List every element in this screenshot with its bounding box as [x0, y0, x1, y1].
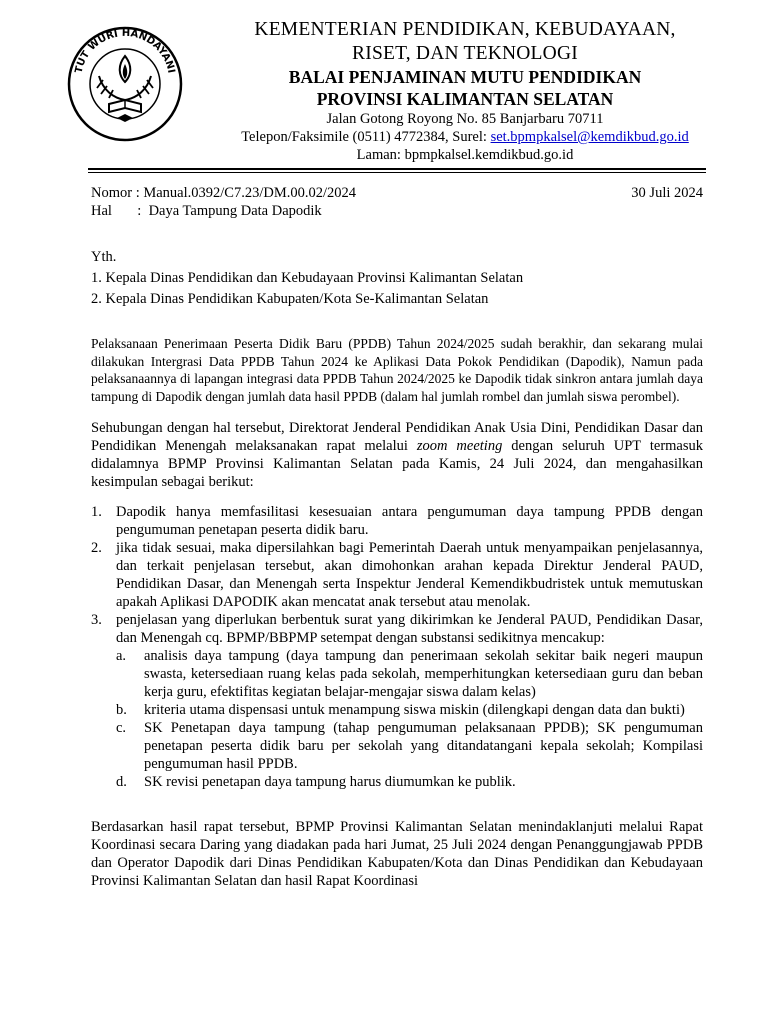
- list-item: b. kriteria utama dispensasi untuk menampung siswa miskin (dilengkapi dengan data dan bukti): [116, 702, 685, 718]
- letter-body: [91, 248, 703, 890]
- letter-number-row: [91, 184, 703, 202]
- website: Laman: bpmpkalsel.kemdikbud.go.id: [356, 147, 574, 163]
- conclusion-list: [91, 503, 703, 791]
- letterhead-divider-thin: [88, 172, 706, 173]
- ministry-name-2: RISET, DAN TEKNOLOGI: [352, 43, 578, 64]
- letter-number: Nomor : Manual.0392/C7.23/DM.00.02/2024: [91, 185, 357, 201]
- paragraph-3: Berdasarkan hasil rapat tersebut, BPMP Provinsi Kalimantan Selatan menindaklanjuti melalui Rapat Koordinasi secara Daring yang diadakan pada hari Jumat, 25 Juli 2024 dengan Penanggungjawab PPDB dan Operator Dapodik dari Dinas Pendidikan Kabupaten/Kota dan Dinas Pendidikan dan Kebudayaan Provinsi Kalimantan Selatan dan hasil Rapat Koordinasi: [91, 819, 703, 889]
- salutation: Yth.: [91, 249, 117, 265]
- phone: Telepon/Faksimile (0511) 4772384, Surel:: [241, 129, 487, 145]
- address: Jalan Gotong Royong No. 85 Banjarbaru 70711: [326, 111, 604, 127]
- logo-motto: TUT WURI HANDAYANI: [73, 27, 177, 75]
- paragraph-2-b: dengan seluruh UPT termasuk didalamnya BPMP Provinsi Kalimantan Selatan pada Kamis, 24 Juli 2024, dan mengahasilkan kesimpulan sebagai berikut:: [91, 438, 704, 490]
- letterhead-divider: [88, 168, 706, 170]
- list-item: 3. penjelasan yang diperlukan berbentuk surat yang dikirimkan ke Jenderal PAUD, Pendidikan Dasar, dan Menengah cq. BPMP/BBPMP setempat dengan substansi sedikitnya mencakup: a. analisis daya tampung (daya tampung dan penerimaan sekolah sekitar baik negeri maupun swasta, ketersediaan ruang kelas pada sekolah, memperhitungkan ketersediaan guru dan beban kerja guru, efektifitas kegiatan belajar-mengajar siswa dalam kelas) b. kriteria utama dispensasi untuk menampung siswa miskin (dilengkapi dengan data dan bukti) c. SK Penetapan daya tampung (tahap pengumuman pelaksanaan PPDB); SK pengumuman penetapan peserta didik baru per sekolah yang ditandatangani kepala sekolah; Kompilasi pengumuman hasil PPDB. d. SK revisi penetapan daya tampung harus diumumkan ke publik.: [91, 612, 703, 790]
- recipient-2: 2. Kepala Dinas Pendidikan Kabupaten/Kota Se-Kalimantan Selatan: [91, 291, 489, 307]
- tut-wuri-handayani-logo: [67, 18, 183, 160]
- paragraph-2: [91, 419, 703, 491]
- paragraph-2-a: Sehubungan dengan hal tersebut, Direktorat Jenderal Pendidikan Anak Usia Dini, Pendidikan Dasar dan Pendidikan Menengah melaksanakan rapat melalui: [91, 420, 703, 454]
- list-item: a. analisis daya tampung (daya tampung dan penerimaan sekolah sekitar baik negeri maupun swasta, ketersediaan ruang kelas pada sekolah, memperhitungkan ketersediaan guru dan beban kerja guru, efektifitas kegiatan belajar-mengajar siswa dalam kelas): [116, 648, 703, 700]
- office-name: BALAI PENJAMINAN MUTU PENDIDIKAN: [288, 67, 642, 87]
- province-name: PROVINSI KALIMANTAN SELATAN: [316, 89, 614, 109]
- ministry-name: KEMENTERIAN PENDIDIKAN, KEBUDAYAAN,: [254, 19, 676, 40]
- list-item: d. SK revisi penetapan daya tampung harus diumumkan ke publik.: [116, 774, 516, 790]
- letterhead: [200, 18, 730, 164]
- sub-list: [116, 647, 703, 791]
- paragraph-2-em: zoom meeting: [416, 438, 503, 454]
- paragraph-1: Pelaksanaan Penerimaan Peserta Didik Baru (PPDB) Tahun 2024/2025 sudah berakhir, dan sekarang mulai dilakukan Intergrasi Data PPDB Tahun 2024 ke Aplikasi Data Pokok Pendidikan (Dapodik), Namun pada pelaksanaannya di lapangan integrasi data PPDB Tahun 2024/2025 ke Dapodik tidak sinkron antara jumlah daya tampung di Dapodik dengan jumlah data hasil PPDB (dalam hal jumlah rombel dan jumlah siswa perombel).: [91, 336, 703, 404]
- recipient-1: 1. Kepala Dinas Pendidikan dan Kebudayaan Provinsi Kalimantan Selatan: [91, 270, 524, 286]
- list-item: 1. Dapodik hanya memfasilitasi kesesuaian antara pengumuman daya tampung PPDB dengan pengumuman penetapan peserta didik baru.: [91, 504, 703, 538]
- letter-date: 30 Juli 2024: [631, 185, 703, 201]
- letter-subject: Hal : Daya Tampung Data Dapodik: [91, 203, 322, 219]
- contact-line: [200, 128, 730, 146]
- list-item: c. SK Penetapan daya tampung (tahap pengumuman pelaksanaan PPDB); SK pengumuman penetapan peserta didik baru per sekolah yang ditandatangani kepala sekolah; Kompilasi pengumuman hasil PPDB.: [116, 720, 703, 772]
- list-item: 2. jika tidak sesuai, maka dipersilahkan bagi Pemerintah Daerah untuk menyampaikan penjelasannya, dan terkait penjelasan tersebut, akan dimohonkan arahan kepada Direktur Jenderal PAUD, Pendidikan Dasar, dan Menengah serta Inspektur Jenderal Kemendikbudristek untuk memutuskan apakah Aplikasi DAPODIK akan mencatat anak tersebut atau menolak.: [91, 540, 703, 610]
- email-link[interactable]: set.bpmpkalsel@kemdikbud.go.id: [490, 129, 689, 145]
